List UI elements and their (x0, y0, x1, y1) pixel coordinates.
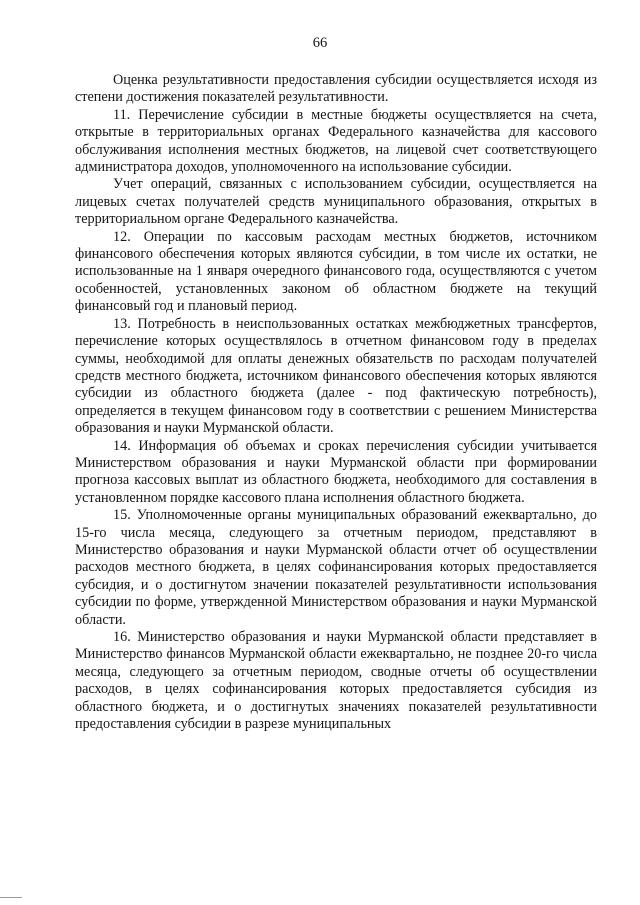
paragraph-results-assessment: Оценка результативности предоставления субсидии осуществляется исходя из степени достижения показателей результативности. (75, 72, 597, 106)
scan-edge-mark (0, 897, 22, 898)
paragraph-13: 13. Потребность в неиспользованных остатках межбюджетных трансфертов, перечисление которых осуществлялось в отчетном финансовом году в пределах суммы, необходимой для оплаты денежных обязательств по расходам получателей средств местного бюджета, источником финансового обеспечения которых являются субсидии из областного бюджета (далее - под фактическую потребность), определяется в текущем финансовом году в соответствии с решением Министерства образования и науки Мурманской области. (75, 315, 597, 437)
paragraph-14: 14. Информация об объемах и сроках перечисления субсидии учитывается Министерством образования и науки Мурманской области при формировании прогноза кассовых выплат из областного бюджета, необходимого для составления в установленном порядке кассового плана исполнения областного бюджета. (75, 437, 597, 506)
paragraph-operations-accounting: Учет операций, связанных с использованием субсидии, осуществляется на лицевых счетах получателей средств муниципального образования, открытых в территориальном органе Федерального казначейства. (75, 176, 597, 228)
paragraph-11: 11. Перечисление субсидии в местные бюджеты осуществляется на счета, открытые в территориальных органах Федерального казначейства для кассового обслуживания исполнения местных бюджетов, на лицевой счет соответствующего администратора доходов, уполномоченного на использование субсидии. (75, 106, 597, 176)
document-body (75, 72, 597, 733)
paragraph-15: 15. Уполномоченные органы муниципальных образований ежеквартально, до 15-го числа месяца, следующего за отчетным периодом, представляют в Министерство образования и науки Мурманской области отчет об осуществлении расходов местного бюджета, в целях софинансирования которых предоставляется субсидия, и о достигнутом значении показателей результативности использования субсидии по форме, утвержденной Министерством образования и науки Мурманской области. (75, 507, 597, 628)
page-number: 66 (312, 35, 328, 51)
paragraph-16: 16. Министерство образования и науки Мурманской области представляет в Министерство финансов Мурманской области ежеквартально, не позднее 20-го числа месяца, следующего за отчетным периодом, сводные отчеты об осуществлении расходов, в целях софинансирования которых предоставляется субсидия из областного бюджета, и о достигнутых значениях показателей результативности предоставления субсидии в разрезе муниципальных (75, 629, 597, 733)
paragraph-12: 12. Операции по кассовым расходам местных бюджетов, источником финансового обеспечения которых являются субсидии, в том числе их остатки, не использованные на 1 января очередного финансового года, осуществляются с учетом особенностей, установленных законом об областном бюджете на текущий финансовый год и плановый период. (75, 228, 597, 315)
